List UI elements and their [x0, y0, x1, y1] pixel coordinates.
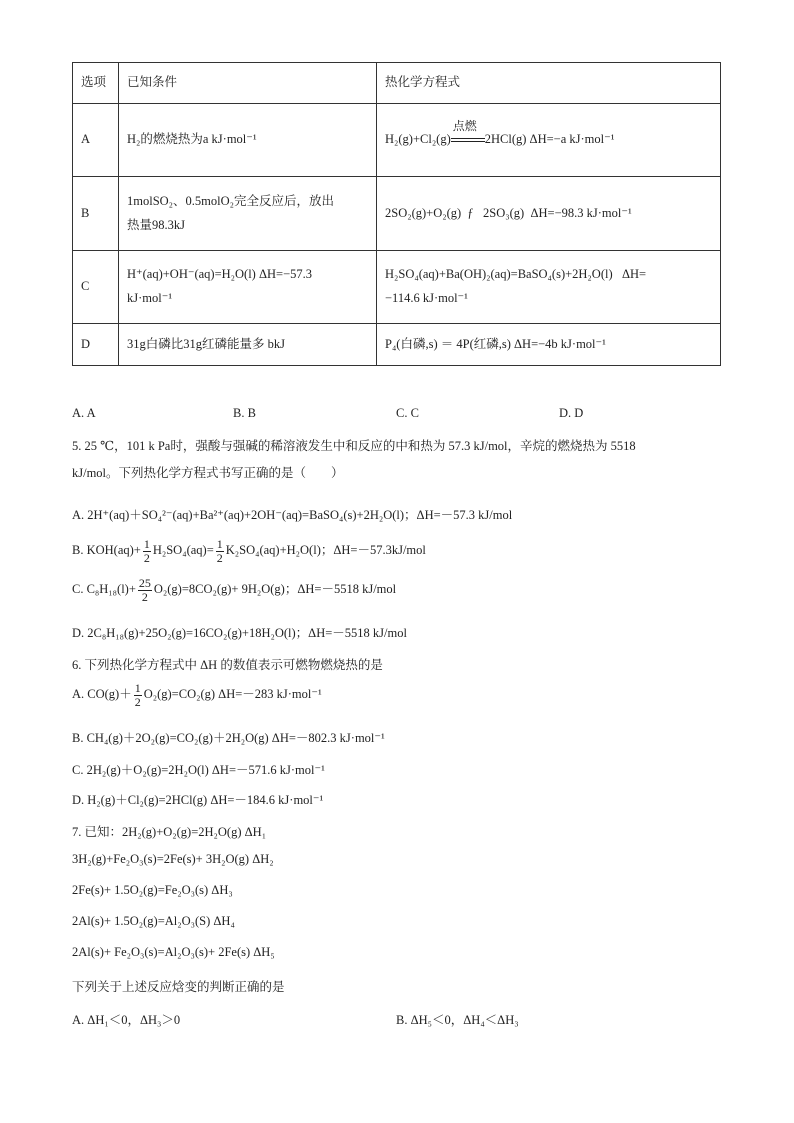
q4-answer-a[interactable]: A. A — [72, 406, 96, 420]
fraction-numerator: 1 — [143, 537, 150, 551]
row-option: C — [73, 251, 119, 324]
ignite-condition — [451, 119, 485, 152]
equation-part: 2HCl(g) ΔH=−a kJ·mol⁻¹ — [484, 132, 615, 147]
condition-line: 1molSO₂、0.5molO₂完全反应后，放出 — [127, 193, 334, 208]
equation-line: 2SO₂(g)+O₂(g) ƒ 2SO₃(g) ΔH=−98.3 kJ·mol⁻¹ — [385, 205, 632, 220]
q5-option-c[interactable] — [72, 577, 396, 603]
q5-stem-line2: kJ/mol。下列热化学方程式书写正确的是（ ） — [72, 466, 344, 480]
q5-stem-line1: 5. 25 ℃，101 k Pa时，强酸与强碱的稀溶液发生中和反应的中和热为 57.3 kJ/mol，辛烷的燃烧热为 5518 — [72, 439, 636, 453]
equation-line: H₂SO₄(aq)+Ba(OH)₂(aq)=BaSO₄(s)+2H₂O(l) ΔH= — [385, 267, 647, 282]
table-header-row — [73, 63, 721, 104]
row-condition — [119, 251, 377, 324]
fraction-numerator: 1 — [134, 681, 141, 695]
option-text: C. C₈H₁₈(l)+ — [72, 581, 136, 596]
option-text: A. CO(g)＋ — [72, 686, 132, 701]
q4-answer-c[interactable]: C. C — [396, 406, 419, 420]
row-equation — [377, 104, 721, 177]
fraction-half — [134, 682, 142, 708]
fraction-numerator: 1 — [216, 537, 223, 551]
q5-option-a[interactable]: A. 2H⁺(aq)＋SO₄²⁻(aq)+Ba²⁺(aq)+2OH⁻(aq)=BaSO₄(s)+2H₂O(l)；ΔH=－57.3 kJ/mol — [72, 508, 513, 522]
q6-stem: 6. 下列热化学方程式中 ΔH 的数值表示可燃物燃烧热的是 — [72, 658, 383, 672]
table-row — [73, 251, 721, 324]
row-option: B — [73, 177, 119, 251]
row-option: A — [73, 104, 119, 177]
header-condition: 已知条件 — [119, 63, 377, 104]
q7-option-a[interactable]: A. ΔH₁＜0，ΔH₃＞0 — [72, 1013, 181, 1027]
q5-option-b[interactable] — [72, 538, 426, 564]
fraction-half — [143, 538, 151, 564]
equation-line: −114.6 kJ·mol⁻¹ — [385, 291, 468, 305]
q7-option-b[interactable]: B. ΔH₅＜0，ΔH₄＜ΔH₃ — [396, 1013, 519, 1027]
equation-line: P₄(白磷,s) ＝ 4P(红磷,s) ΔH=−4b kJ·mol⁻¹ — [385, 336, 606, 351]
table-row — [73, 104, 721, 177]
row-condition — [119, 104, 377, 177]
q7-reaction-3: 2Fe(s)+ 1.5O₂(g)=Fe₂O₃(s) ΔH₃ — [72, 883, 233, 897]
option-text: H₂SO₄(aq)= — [152, 542, 214, 557]
q6-option-a[interactable] — [72, 682, 322, 708]
fraction-denominator: 2 — [216, 550, 223, 565]
row-condition — [119, 324, 377, 366]
header-option: 选项 — [73, 63, 119, 104]
table-row — [73, 324, 721, 366]
fraction-denominator: 2 — [141, 589, 148, 604]
row-equation — [377, 251, 721, 324]
condition-line: H₂的燃烧热为a kJ·mol⁻¹ — [127, 132, 257, 147]
fraction-25-2 — [138, 577, 152, 603]
equals-bar — [451, 138, 485, 142]
condition-line: H⁺(aq)+OH⁻(aq)=H₂O(l) ΔH=−57.3 — [127, 267, 312, 282]
fraction-half — [216, 538, 224, 564]
q7-reaction-5: 2Al(s)+ Fe₂O₃(s)=Al₂O₃(s)+ 2Fe(s) ΔH₅ — [72, 945, 275, 959]
row-equation — [377, 324, 721, 366]
q7-reaction-2: 3H₂(g)+Fe₂O₃(s)=2Fe(s)+ 3H₂O(g) ΔH₂ — [72, 852, 274, 866]
ignite-label: 点燃 — [452, 119, 477, 134]
option-text: O₂(g)=8CO₂(g)+ 9H₂O(g)；ΔH=－5518 kJ/mol — [153, 581, 397, 596]
q4-answer-b[interactable]: B. B — [233, 406, 256, 420]
q6-option-c[interactable]: C. 2H₂(g)＋O₂(g)=2H₂O(l) ΔH=－571.6 kJ·mol⁻¹ — [72, 763, 325, 777]
condition-line: 31g白磷比31g红磷能量多 bkJ — [127, 336, 285, 351]
row-condition — [119, 177, 377, 251]
q6-option-d[interactable]: D. H₂(g)＋Cl₂(g)=2HCl(g) ΔH=－184.6 kJ·mol⁻¹ — [72, 793, 324, 807]
equation-part: H₂(g)+Cl₂(g) — [385, 132, 451, 147]
options-table — [72, 62, 721, 366]
fraction-denominator: 2 — [134, 694, 141, 709]
option-text: O₂(g)=CO₂(g) ΔH=－283 kJ·mol⁻¹ — [143, 686, 322, 701]
q7-reaction-4: 2Al(s)+ 1.5O₂(g)=Al₂O₃(S) ΔH₄ — [72, 914, 235, 928]
row-equation — [377, 177, 721, 251]
q7-question: 下列关于上述反应焓变的判断正确的是 — [72, 980, 285, 994]
q7-stem: 7. 已知：2H₂(g)+O₂(g)=2H₂O(g) ΔH₁ — [72, 825, 267, 839]
table-row — [73, 177, 721, 251]
q5-option-d[interactable]: D. 2C₈H₁₈(g)+25O₂(g)=16CO₂(g)+18H₂O(l)；ΔH=－5518 kJ/mol — [72, 626, 407, 640]
option-text: K₂SO₄(aq)+H₂O(l)；ΔH=－57.3kJ/mol — [225, 542, 426, 557]
condition-line: 热量98.3kJ — [127, 217, 185, 232]
q4-answer-d[interactable]: D. D — [559, 406, 584, 420]
row-option: D — [73, 324, 119, 366]
fraction-numerator: 25 — [138, 576, 151, 590]
header-equation: 热化学方程式 — [377, 63, 721, 104]
q6-option-b[interactable]: B. CH₄(g)＋2O₂(g)=CO₂(g)＋2H₂O(g) ΔH=－802.3 kJ·mol⁻¹ — [72, 731, 385, 745]
condition-line: kJ·mol⁻¹ — [127, 291, 173, 305]
fraction-denominator: 2 — [143, 550, 150, 565]
option-text: B. KOH(aq)+ — [72, 542, 141, 557]
